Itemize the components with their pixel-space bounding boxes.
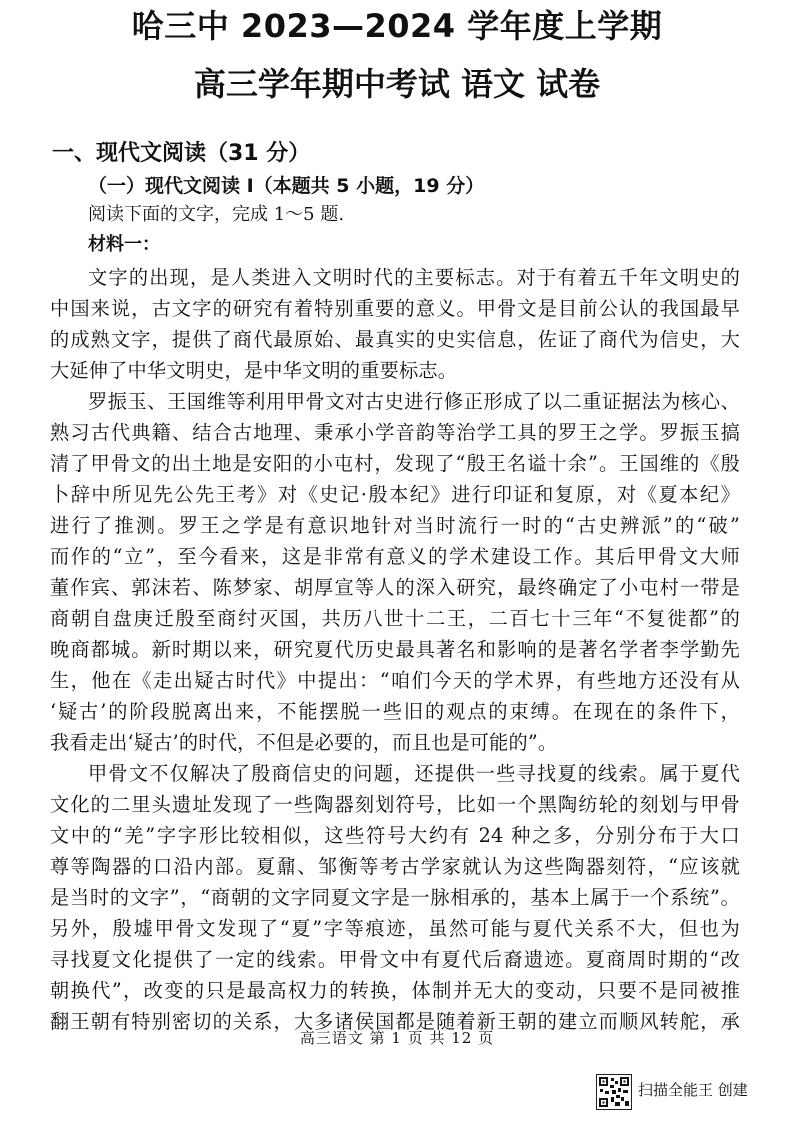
passage-line: 中国来说，古文字的研究有着特别重要的意义。甲骨文是目前公认的我国最早 bbox=[50, 297, 740, 320]
section-heading: 一、现代文阅读（31 分） bbox=[52, 141, 311, 166]
passage-line: 尊等陶器的口沿内部。夏鼐、邹衡等考古学家就认为这些陶器刻符，“应该就 bbox=[50, 855, 740, 878]
passage-line: 而作的“立”，至今看来，这是非常有意义的学术建设工作。其后甲骨文大师 bbox=[50, 545, 740, 568]
exam-title-line2: 高三学年期中考试 语文 试卷 bbox=[193, 65, 601, 103]
passage-line: 甲骨文不仅解决了殷商信史的问题，还提供一些寻找夏的线索。属于夏代 bbox=[88, 762, 740, 785]
material-label: 材料一： bbox=[88, 234, 160, 255]
passage-line: 生，他在《走出疑古时代》中提出：“咱们今天的学术界，有些地方还没有从 bbox=[50, 669, 740, 692]
passage-line: 熟习古代典籍、结合古地理、秉承小学音韵等治学工具的罗王之学。罗振玉搞 bbox=[50, 421, 740, 444]
qr-code-icon bbox=[596, 1074, 632, 1110]
passage-line: 朝换代”，改变的只是最高权力的转换，体制并无大的变动，只要不是同被推 bbox=[50, 979, 740, 1002]
passage-line: 寻找夏文化提供了一定的线索。甲骨文中有夏代后裔遗迹。夏商周时期的“改 bbox=[50, 948, 740, 971]
passage-line: 大延伸了中华文明史，是中华文明的重要标志。 bbox=[50, 359, 458, 382]
passage-body bbox=[50, 262, 740, 1037]
passage-line: 晚商都城。新时期以来，研究夏代历史最具著名和影响的是著名学者李学勤先 bbox=[50, 638, 740, 661]
passage-line: 是当时的文字”，“商朝的文字同夏文字是一脉相承的，基本上属于一个系统”。 bbox=[50, 886, 740, 909]
reading-instruction: 阅读下面的文字，完成 1～5 题. bbox=[88, 204, 345, 225]
passage-line: 进行了推测。罗王之学是有意识地针对当时流行一时的“古史辨派”的“破” bbox=[50, 514, 740, 537]
scanner-watermark: 扫描全能王 创建 bbox=[638, 1081, 748, 1099]
passage-line: 文化的二里头遗址发现了一些陶器刻划符号，比如一个黑陶纺轮的刻划与甲骨 bbox=[50, 793, 740, 816]
exam-title-line1: 哈三中 2023—2024 学年度上学期 bbox=[131, 7, 663, 45]
passage-line: 文字的出现，是人类进入文明时代的主要标志。对于有着五千年文明史的 bbox=[88, 266, 740, 289]
passage-line: 商朝自盘庚迁殷至商纣灭国，共历八世十二王，二百七十三年“不复徙都”的 bbox=[50, 607, 740, 630]
passage-line: 罗振玉、王国维等利用甲骨文对古史进行修正形成了以二重证据法为核心、 bbox=[88, 390, 740, 413]
passage-line: 的成熟文字，提供了商代最原始、最真实的史实信息，佐证了商代为信史，大 bbox=[50, 328, 740, 351]
passage-line: 我看走出‘疑古’的时代，不但是必要的，而且也是可能的”。 bbox=[50, 731, 558, 754]
passage-line: 另外，殷墟甲骨文发现了“夏”字等痕迹，虽然可能与夏代关系不大，但也为 bbox=[50, 917, 740, 940]
passage-line: 清了甲骨文的出土地是安阳的小屯村，发现了“殷王名谥十余”。王国维的《殷 bbox=[50, 452, 740, 475]
passage-line: 卜辞中所见先公先王考》对《史记·殷本纪》进行印证和复原，对《夏本纪》 bbox=[50, 483, 740, 506]
passage-line: ‘疑古’的阶段脱离出来，不能摆脱一些旧的观点的束缚。在现在的条件下， bbox=[50, 700, 740, 723]
passage-line: 翻王朝有特别密切的关系，大多诸侯国都是随着新王朝的建立而顺风转舵，承 bbox=[50, 1010, 740, 1033]
passage-line: 文中的“羌”字字形比较相似，这些符号大约有 24 种之多，分别分布于大口 bbox=[50, 824, 740, 847]
page-footer: 高三语文 第 1 页 共 12 页 bbox=[299, 1029, 495, 1047]
subsection-heading: （一）现代文阅读 I（本题共 5 小题，19 分） bbox=[88, 175, 485, 197]
passage-line: 董作宾、郭沫若、陈梦家、胡厚宣等人的深入研究，最终确定了小屯村一带是 bbox=[50, 576, 740, 599]
